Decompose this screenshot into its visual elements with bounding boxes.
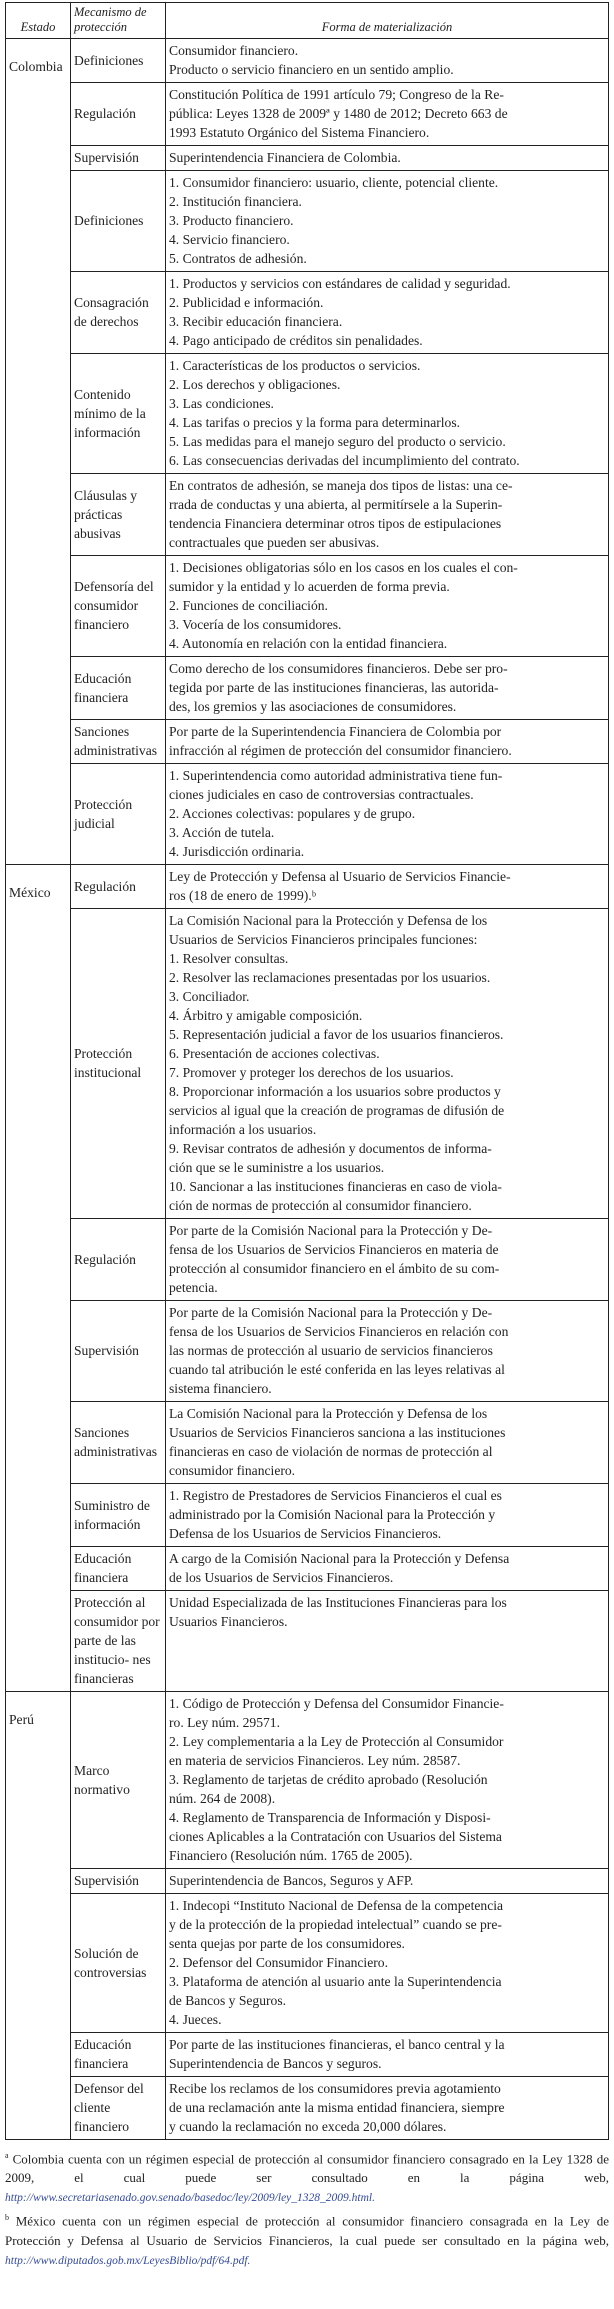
forma-line: A cargo de la Comisión Nacional para la Protección y Defensa [169,1551,510,1566]
forma-line: 4. Jueces. [169,2012,222,2027]
forma-line: sistema financiero. [169,1381,272,1396]
forma-line: 3. Recibir educación financiera. [169,314,343,329]
mecanismo-cell: Educación financiera [71,2033,166,2077]
forma-line: las normas de protección al usuario de servicios financieros [169,1343,493,1358]
mecanismo-cell: Defensoría del consumidor financiero [71,556,166,657]
table-row [6,657,609,720]
forma-line: 1993 Estatuto Orgánico del Sistema Financiero. [169,125,430,140]
forma-line: ción que se le suministre a los usuarios. [169,1160,385,1175]
forma-line: La Comisión Nacional para la Protección y Defensa de los [169,1406,488,1421]
forma-line: Como derecho de los consumidores financieros. Debe ser pro- [169,661,508,676]
table-row [6,354,609,474]
forma-line: senta quejas por parte de los consumidores. [169,1936,405,1951]
forma-line: Ley de Protección y Defensa al Usuario de Servicios Financie- [169,869,511,884]
forma-line: tegida por parte de las instituciones financieras, las autorida- [169,680,499,695]
forma-line: consumidor financiero. [169,1463,296,1478]
table-row [6,1301,609,1402]
mecanismo-cell: Sanciones administrativas [71,1402,166,1484]
forma-line: Recibe los reclamos de los consumidores previa agotamiento [169,2081,501,2096]
forma-line: de los Usuarios de Servicios Financieros. [169,1570,394,1585]
table-row [6,39,609,83]
forma-line: petencia. [169,1280,218,1295]
table-row [6,171,609,272]
mecanismo-cell: Supervisión [71,1869,166,1894]
mecanismo-cell: Supervisión [71,1301,166,1402]
forma-cell [166,1894,609,2033]
forma-line: 3. Producto financiero. [169,213,294,228]
forma-cell [166,657,609,720]
forma-line: 3. Reglamento de tarjetas de crédito aprobado (Resolución [169,1772,488,1787]
footnote-mark: a [5,2151,9,2160]
forma-line: 2. Institución financiera. [169,194,302,209]
forma-line: 7. Promover y proteger los derechos de los usuarios. [169,1065,454,1080]
footnote-link[interactable]: http://www.secretariasenado.gov.senado/basedoc/ley/2009/ley_1328_2009.html. [5,2192,375,2205]
forma-line: Consumidor financiero. [169,43,299,58]
forma-cell [166,720,609,764]
mecanismo-cell: Solución de controversias [71,1894,166,2033]
footnote [5,2208,609,2270]
forma-cell [166,146,609,171]
forma-line: tendencia Financiera determinar otros tipos de estipulaciones [169,516,502,531]
table-row [6,764,609,865]
forma-line: contractuales que pueden ser abusivas. [169,535,380,550]
forma-line: 1. Registro de Prestadores de Servicios Financieros el cual es [169,1488,502,1503]
forma-line: 4. Autonomía en relación con la entidad financiera. [169,636,448,651]
footnote [5,2146,609,2208]
forma-line: 6. Las consecuencias derivadas del incumplimiento del contrato. [169,453,520,468]
estado-cell: México [6,865,71,1692]
forma-line: 3. Plataforma de atención al usuario ante la Superintendencia [169,1974,502,1989]
forma-line: 4. Reglamento de Transparencia de Información y Disposi- [169,1810,491,1825]
forma-line: 4. Árbitro y amigable composición. [169,1008,363,1023]
footnote-mark: b [5,2213,9,2223]
forma-cell [166,556,609,657]
mecanismo-cell: Protección al consumidor por parte de las institucio- nes financieras [71,1591,166,1692]
estado-cell: Colombia [6,39,71,865]
forma-line: 5. Las medidas para el manejo seguro del producto o servicio. [169,434,506,449]
forma-line: núm. 264 de 2008). [169,1791,276,1806]
forma-cell [166,272,609,354]
table-row [6,1869,609,1894]
forma-line: 6. Presentación de acciones colectivas. [169,1046,380,1061]
forma-cell [166,1301,609,1402]
mecanismo-cell: Cláusulas y prácticas abusivas [71,474,166,556]
forma-line: Unidad Especializada de las Instituciones Financieras para los [169,1595,507,1610]
forma-line: Superintendencia de Bancos, Seguros y AFP. [169,1873,414,1888]
forma-line: cuando tal atribución le esté conferida en las leyes relativas al [169,1362,505,1377]
forma-cell [166,83,609,146]
forma-cell [166,865,609,909]
forma-line: información a los usuarios. [169,1122,317,1137]
forma-line: fensa de los Usuarios de Servicios Financieros en materia de [169,1242,499,1257]
forma-cell [166,1484,609,1547]
table-row [6,865,609,909]
forma-line: en materia de servicios Financieros. Ley núm. 28587. [169,1753,461,1768]
footnote-link[interactable]: http://www.diputados.gob.mx/LeyesBiblio/pdf/64.pdf. [5,2254,251,2267]
forma-line: 10. Sancionar a las instituciones financieras en caso de viola- [169,1179,502,1194]
forma-cell [166,764,609,865]
table-row [6,1402,609,1484]
forma-line: Producto o servicio financiero en un sentido amplio. [169,62,454,77]
forma-line: 1. Decisiones obligatorias sólo en los casos en los cuales el con- [169,560,518,575]
forma-line: 2. Defensor del Consumidor Financiero. [169,1955,388,1970]
footnotes [5,2146,609,2271]
forma-cell [166,1692,609,1869]
forma-line: de una reclamación ante la misma entidad financiera, siempre [169,2100,505,2115]
forma-line: Defensa de los Usuarios de Servicios Financieros. [169,1526,442,1541]
table-row [6,1484,609,1547]
forma-line: En contratos de adhesión, se maneja dos tipos de listas: una ce- [169,478,513,493]
mecanismo-cell: Supervisión [71,146,166,171]
forma-line: 2. Publicidad e información. [169,295,324,310]
forma-line: 5. Representación judicial a favor de los usuarios financieros. [169,1027,504,1042]
table-row [6,272,609,354]
forma-line: 3. Las condiciones. [169,396,274,411]
table-header [6,3,609,39]
table-row [6,1692,609,1869]
forma-line: 4. Servicio financiero. [169,232,290,247]
forma-cell [166,2077,609,2140]
forma-line: Financiero (Resolución núm. 1765 de 2005). [169,1848,413,1863]
forma-cell [166,39,609,83]
table-row [6,146,609,171]
forma-line: 8. Proporcionar información a los usuarios sobre productos y [169,1084,501,1099]
footnote-text: Colombia cuenta con un régimen especial de protección al consumidor financiero consagrado en la Ley 1328 de 2009, el cual puede ser consultado en la página web, [5,2151,610,2186]
footnote-text: México cuenta con un régimen especial de protección al consumidor financiero consagrada en la Ley de Protección y Defensa al Usuario de Servicios Financieros, la cual puede ser consultado en la página web, [5,2213,609,2248]
table-row [6,474,609,556]
forma-line: protección al consumidor financiero en el ámbito de su com- [169,1261,500,1276]
mecanismo-cell: Protección judicial [71,764,166,865]
forma-line: 5. Contratos de adhesión. [169,251,307,266]
header-forma: Forma de materialización [166,3,609,39]
forma-line: sumidor y la entidad y lo acuerden de forma previa. [169,579,450,594]
forma-line: Usuarios de Servicios Financieros principales funciones: [169,932,478,947]
mecanismo-cell: Sanciones administrativas [71,720,166,764]
forma-line: Usuarios de Servicios Financieros sanciona a las instituciones [169,1425,506,1440]
header-estado: Estado [6,3,71,39]
mecanismo-cell: Consagración de derechos [71,272,166,354]
mecanismo-cell: Educación financiera [71,1547,166,1591]
forma-line: 4. Las tarifas o precios y la forma para determinarlos. [169,415,461,430]
forma-line: ción de normas de protección al consumidor financiero. [169,1198,472,1213]
forma-line: y cuando la reclamación no exceda 20,000 dólares. [169,2119,447,2134]
estado-cell: Perú [6,1692,71,2140]
forma-line: 2. Resolver las reclamaciones presentadas por los usuarios. [169,970,491,985]
table-row [6,1219,609,1301]
mecanismo-cell: Protección institucional [71,909,166,1219]
forma-line: financieras en caso de violación de normas de protección al [169,1444,493,1459]
mecanismo-cell: Defensor del cliente financiero [71,2077,166,2140]
forma-line: Constitución Política de 1991 artículo 79; Congreso de la Re- [169,87,504,102]
forma-line: 4. Jurisdicción ordinaria. [169,844,305,859]
forma-cell [166,354,609,474]
forma-cell [166,1591,609,1692]
forma-cell [166,1402,609,1484]
forma-cell [166,1219,609,1301]
forma-line: 1. Código de Protección y Defensa del Consumidor Financie- [169,1696,504,1711]
forma-line: ros (18 de enero de 1999).ᵇ [169,888,316,903]
forma-line: 3. Conciliador. [169,989,250,1004]
forma-line: 9. Revisar contratos de adhesión y documentos de informa- [169,1141,492,1156]
mecanismo-cell: Marco normativo [71,1692,166,1869]
mecanismo-cell: Educación financiera [71,657,166,720]
forma-line: 1. Indecopi “Instituto Nacional de Defensa de la competencia [169,1898,504,1913]
forma-line: ciones judiciales en caso de controversias contractuales. [169,787,474,802]
forma-cell [166,1547,609,1591]
table-row [6,720,609,764]
forma-cell [166,171,609,272]
table-row [6,83,609,146]
mecanismo-cell: Definiciones [71,171,166,272]
forma-line: 2. Funciones de conciliación. [169,598,328,613]
mecanismo-cell: Regulación [71,83,166,146]
forma-line: 1. Resolver consultas. [169,951,289,966]
forma-line: 2. Acciones colectivas: populares y de grupo. [169,806,416,821]
forma-line: La Comisión Nacional para la Protección y Defensa de los [169,913,488,928]
mecanismo-cell: Regulación [71,865,166,909]
forma-line: 2. Ley complementaria a la Ley de Protección al Consumidor [169,1734,504,1749]
mecanismo-cell: Contenido mínimo de la información [71,354,166,474]
forma-line: administrado por la Comisión Nacional para la Protección y [169,1507,496,1522]
forma-line: 1. Características de los productos o servicios. [169,358,421,373]
forma-line: Por parte de la Comisión Nacional para la Protección y De- [169,1305,493,1320]
forma-line: Superintendencia Financiera de Colombia. [169,150,401,165]
forma-line: infracción al régimen de protección del consumidor financiero. [169,743,512,758]
forma-line: ro. Ley núm. 29571. [169,1715,281,1730]
table-row [6,1894,609,2033]
forma-line: 3. Vocería de los consumidores. [169,617,342,632]
forma-line: servicios al igual que la creación de programas de difusión de [169,1103,505,1118]
forma-cell [166,909,609,1219]
protection-table [5,2,609,2140]
forma-line: Por parte de la Superintendencia Financiera de Colombia por [169,724,502,739]
forma-line: 1. Superintendencia como autoridad administrativa tiene fun- [169,768,503,783]
forma-line: 2. Los derechos y obligaciones. [169,377,341,392]
table-row [6,1591,609,1692]
table-row [6,556,609,657]
header-mecanismo: Mecanismo de protección [71,3,166,39]
forma-line: Superintendencia de Bancos y seguros. [169,2056,382,2071]
forma-line: pública: Leyes 1328 de 2009ª y 1480 de 2012; Decreto 663 de [169,106,508,121]
forma-line: Usuarios Financieros. [169,1614,288,1629]
forma-line: 1. Consumidor financiero: usuario, cliente, potencial cliente. [169,175,499,190]
forma-line: 4. Pago anticipado de créditos sin penalidades. [169,333,423,348]
mecanismo-cell: Regulación [71,1219,166,1301]
forma-line: rrada de conductas y una abierta, al permitírsele a la Superin- [169,497,503,512]
forma-line: 1. Productos y servicios con estándares de calidad y seguridad. [169,276,511,291]
mecanismo-cell: Suministro de información [71,1484,166,1547]
forma-line: de Bancos y Seguros. [169,1993,287,2008]
forma-line: fensa de los Usuarios de Servicios Financieros en relación con [169,1324,509,1339]
forma-cell [166,1869,609,1894]
table-row [6,909,609,1219]
forma-line: des, los gremios y las asociaciones de consumidores. [169,699,457,714]
forma-line: y de la protección de la propiedad intelectual” cuando se pre- [169,1917,502,1932]
forma-line: Por parte de la Comisión Nacional para la Protección y De- [169,1223,493,1238]
forma-cell [166,2033,609,2077]
forma-line: Por parte de las instituciones financieras, el banco central y la [169,2037,505,2052]
table-row [6,2077,609,2140]
forma-line: 3. Acción de tutela. [169,825,275,840]
forma-line: ciones Aplicables a la Contratación con Usuarios del Sistema [169,1829,502,1844]
forma-cell [166,474,609,556]
mecanismo-cell: Definiciones [71,39,166,83]
table-row [6,1547,609,1591]
table-row [6,2033,609,2077]
